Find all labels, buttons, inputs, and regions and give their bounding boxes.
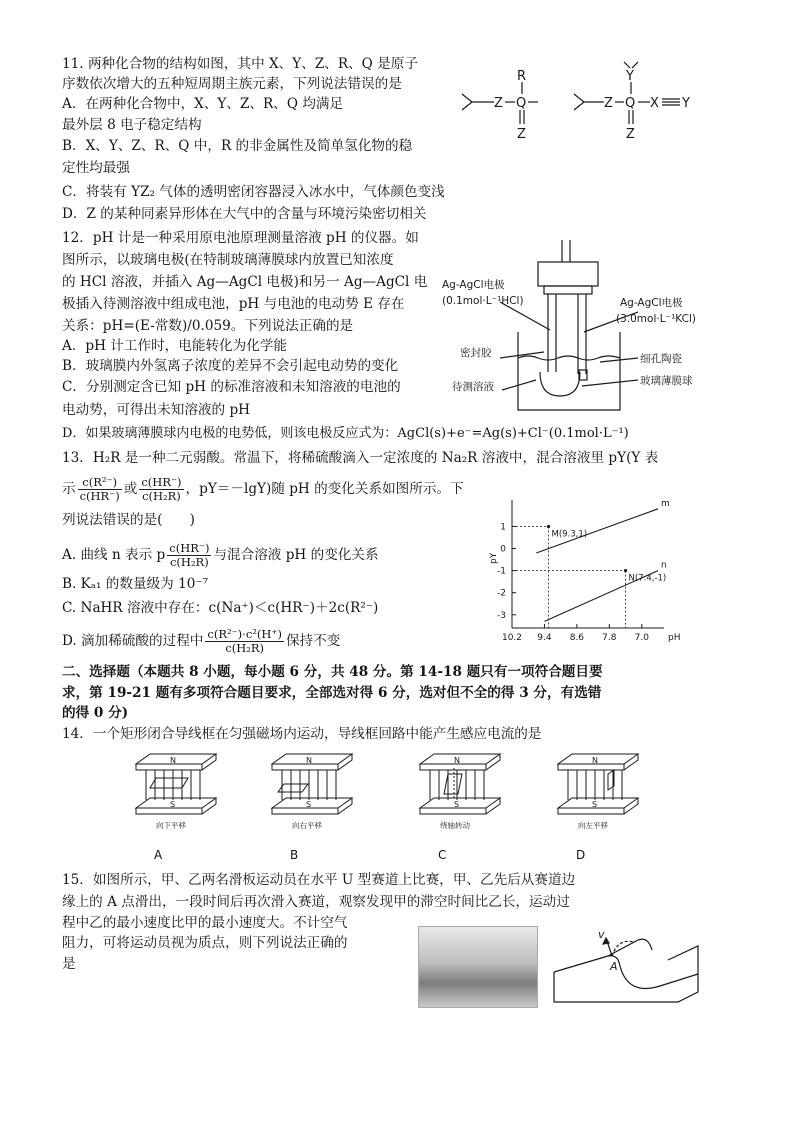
q15-u-track-diagram [548,926,708,1010]
q12-label-seal: 密封胶 [460,347,492,359]
chart-x-axis-label: pH [668,633,681,643]
q13-option-d-denominator: c(H₂R) [225,641,265,655]
q11-structure-figure [458,58,718,150]
q13-option-d [62,626,340,656]
q13-option-a-suffix: 与混合溶液 pH 的变化关系 [213,547,379,563]
q12-option-b: B．玻璃膜内外氢离子浓度的差异不会引起电动势的变化 [62,358,399,374]
q14-figure-d [548,750,644,832]
q13-chart [482,490,682,650]
q11-atom-z2: Z [517,127,526,142]
chart-y-tick-label: -3 [497,610,506,621]
q11-option-a-line2: 最外层 8 电子稳定结构 [62,117,202,133]
q14-option-label-d: D [576,848,586,862]
q14-pole-s: S [454,800,460,809]
chart-x-tick-label: 8.6 [569,633,585,643]
q12-option-c-line1: C．分别测定含已知 pH 的标准溶液和未知溶液的电池的 [62,379,401,395]
q13-option-a-numerator: c(HR⁻) [169,541,210,555]
q13-stem-prefix: 示 [62,481,76,497]
q13-stem-line3: 列说法错误的是( ) [62,512,195,528]
chart-y-tick-label: -1 [497,566,506,577]
q11-option-c: C．将装有 YZ₂ 气体的透明密闭容器浸入冰水中，气体颜色变浅 [62,184,445,200]
q14-stem: 14．一个矩形闭合导线框在匀强磁场内运动，导线框回路中能产生感应电流的是 [62,726,542,742]
q14-motion-label: 绕轴转动 [440,821,470,830]
chart-x-tick-label: 9.4 [537,633,552,643]
q14-pole-s: S [306,800,312,809]
q13-stem-line2 [62,474,464,504]
q11-atom-z4: Z [626,127,635,142]
chart-y-tick-label: -2 [497,588,506,599]
q13-option-b: B. Kₐ₁ 的数量级为 10⁻⁷ [62,576,209,592]
q13-stem-or: 或 [123,481,138,497]
q11-option-b-line1: B．X、Y、Z、R、Q 中，R 的非金属性及简单氢化物的稳 [62,138,413,154]
q14-motion-label: 向下平移 [156,821,186,830]
q13-option-a-denominator: c(H₂R) [169,555,209,569]
q14-motion-label: 向左平移 [578,821,608,830]
q11-stem-line1: 11. 两种化合物的结构如图，其中 X、Y、Z、R、Q 是原子 [62,56,418,72]
q11-option-d: D．Z 的某种同素异形体在大气中的含量与环境污染密切相关 [62,206,427,222]
q11-atom-z3: Z [604,96,613,111]
q14-motion-label: 向右平移 [292,821,322,830]
q14-pole-n: N [170,756,176,765]
section2-heading-line1: 二、选择题（本题共 8 小题，每小题 6 分，共 48 分。第 14-18 题只有一项符合题目要 [62,664,603,680]
q12-label-ceramic: 细孔陶瓷 [640,353,682,365]
chart-series-label-n: n [661,560,667,571]
q11-atom-q2: Q [625,96,636,111]
q13-option-a-prefix: A. 曲线 n 表示 p [62,547,166,563]
q12-apparatus-figure [440,240,740,416]
q14-option-label-b: B [290,848,299,862]
q14-figure-b [262,750,358,832]
q13-fraction-1-numerator: c(R²⁻) [78,476,122,490]
q15-stem-line4: 阻力，可将运动员视为质点，则下列说法正确的 [62,935,348,951]
q13-stem-line1: 13．H₂R 是一种二元弱酸。常温下，将稀硫酸滴入一定浓度的 Na₂R 溶液中，混合溶液里 pY(Y 表 [62,450,659,466]
q15-skate-photo [418,926,538,1008]
q11-option-b-line2: 定性均最强 [62,160,130,176]
q12-option-c-line2: 电动势，可得出未知溶液的 pH [62,402,251,418]
q11-atom-q1: Q [516,96,527,111]
chart-point [624,569,627,572]
q12-label-solution: 待测溶液 [452,381,494,393]
chart-y-tick-label: 0 [500,544,506,555]
chart-x-tick-label: 10.2 [501,633,523,643]
section2-heading-line3: 的得 0 分) [62,705,129,721]
q12-label-left-electrode: Ag-AgCl电极 [442,279,505,291]
chart-annotation-label: N(7.4,-1) [628,573,667,584]
q14-pole-n: N [592,756,598,765]
chart-y-tick-label: 1 [500,522,506,533]
q15-velocity-label: v [598,928,605,941]
q12-label-bulb: 玻璃薄膜球 [640,375,693,387]
q12-stem-line4: 极插入待测溶液中组成电池，pH 与电池的电动势 E 存在 [62,296,405,312]
q11-atom-r: R [517,69,527,84]
q13-stem-suffix: ，pY＝－lgY)随 pH 的变化关系如图所示。下 [185,481,464,497]
q14-pole-n: N [454,756,460,765]
q13-option-d-numerator: c(R²⁻)·c²(H⁺) [207,627,282,641]
section2-heading-line2: 求，第 19-21 题有多项符合题目要求，全部选对得 6 分，选对但不全的得 3 分，有选错 [62,685,602,701]
q13-option-a-fraction [167,542,211,569]
q15-point-a-label: A [610,960,618,973]
q11-atom-y1: Y [626,69,634,84]
q12-option-a: A．pH 计工作时，电能转化为化学能 [62,338,288,354]
q11-atom-y2: Y [682,96,690,111]
q15-stem-line5: 是 [62,956,76,972]
q13-option-d-fraction [205,628,284,655]
q15-stem-line3: 程中乙的最小速度比甲的最小速度大。不计空气 [62,915,348,931]
q12-stem-line2: 图所示，以玻璃电极(在特制玻璃薄膜球内放置已知浓度 [62,252,394,268]
q12-label-right-electrode: Ag-AgCl电极 [620,297,683,309]
chart-x-tick-label: 7.8 [602,633,617,643]
q14-figure-c [410,750,506,832]
q14-option-label-c: C [438,848,447,862]
q13-option-d-suffix: 保持不变 [285,633,341,649]
q11-atom-x: X [650,96,659,111]
q14-pole-s: S [592,800,598,809]
q11-option-a-line1: A．在两种化合物中，X、Y、Z、R、Q 均满足 [62,96,344,112]
q13-option-a [62,540,379,570]
q13-fraction-1 [78,476,122,503]
q15-stem-line1: 15．如图所示，甲、乙两名滑板运动员在水平 U 型赛道上比赛，甲、乙先后从赛道边 [62,872,576,888]
chart-point [547,525,550,528]
q11-atom-z1: Z [494,96,503,111]
q12-stem-line1: 12．pH 计是一种采用原电池原理测量溶液 pH 的仪器。如 [62,230,419,246]
q13-option-d-prefix: D. 滴加稀硫酸的过程中 [62,633,204,649]
q12-stem-line5: 关系：pH=(E-常数)/0.059。下列说法正确的是 [62,318,354,334]
q13-option-c: C. NaHR 溶液中存在：c(Na⁺)＜c(HR⁻)＋2c(R²⁻) [62,600,379,616]
q14-figure-a [126,750,222,832]
chart-series-label-m: m [661,498,670,509]
q13-fraction-2 [139,476,183,503]
q14-pole-n: N [306,756,312,765]
q12-stem-line3: 的 HCl 溶液，并插入 Ag—AgCl 电极)和另一 Ag—AgCl 电 [62,274,428,290]
q12-option-d: D．如果玻璃薄膜球内电极的电势低，则该电极反应式为：AgCl(s)+e⁻=Ag(s)+Cl⁻(0.1mol·L⁻¹) [62,426,629,441]
chart-y-axis-label: pY [489,552,499,564]
q13-fraction-2-numerator: c(HR⁻) [141,475,182,489]
q13-fraction-1-denominator: c(HR⁻) [79,489,120,503]
chart-annotation-label: M(9.3,1) [551,529,588,540]
q15-stem-line2: 缘上的 A 点滑出，一段时间后再次滑入赛道，观察发现甲的滞空时间比乙长，运动过 [62,894,570,910]
q11-stem-line2: 序数依次增大的五种短周期主族元素，下列说法错误的是 [62,76,402,92]
q14-pole-s: S [170,800,176,809]
q13-fraction-2-denominator: c(H₂R) [142,489,181,503]
q14-option-label-a: A [154,848,163,862]
q12-label-right-kcl: (3.0mol·L⁻¹KCl) [616,313,696,325]
chart-x-tick-label: 7.0 [634,633,649,643]
q12-label-left-hcl: (0.1mol·L⁻¹HCl) [442,295,524,307]
